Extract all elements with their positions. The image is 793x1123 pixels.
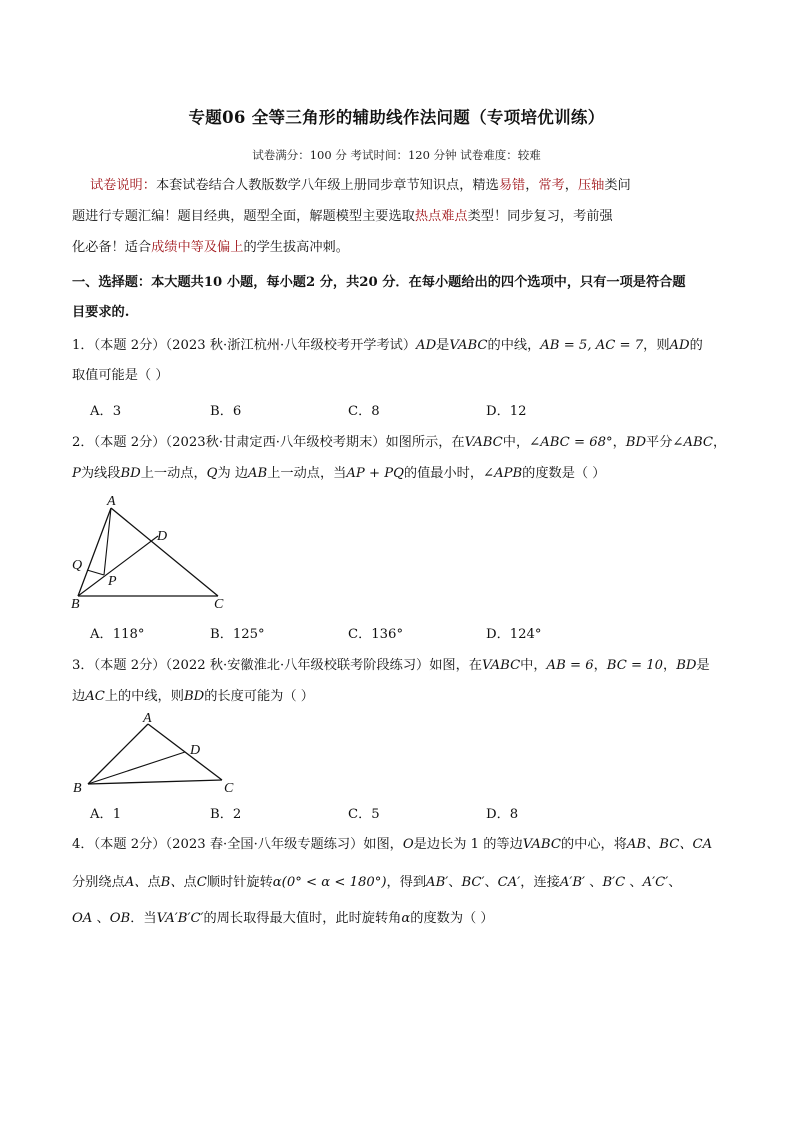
question-text: 是边长为 1 的等边	[413, 837, 523, 852]
math-expr: AB = 5, AC = 7	[540, 338, 644, 353]
question-text: 的长度可能为（ ）	[204, 689, 314, 704]
intro-text: 的学生拔高冲刺。	[243, 240, 349, 255]
intro-line-1	[90, 176, 631, 196]
math-expr: BD	[120, 466, 141, 481]
intro-highlight: 压轴	[577, 178, 605, 193]
question-text: 分别绕点	[72, 875, 125, 890]
question-3-figure	[66, 708, 246, 798]
question-text: 边	[72, 689, 86, 704]
math-expr: ∠ABC	[672, 435, 714, 450]
question-text: 顺时针旋转	[206, 875, 273, 890]
question-2-source: 2．（本题 2分）（2023秋·甘肃定西·八年级校考期末）如图所示，在	[72, 435, 465, 450]
question-text: 上一动点，	[140, 466, 207, 481]
math-expr: A′B′	[559, 875, 586, 890]
math-expr: C	[196, 875, 207, 890]
question-1-line-1	[72, 336, 703, 356]
question-text: 、	[668, 875, 682, 890]
math-expr: B′C	[602, 875, 626, 890]
question-text: 、	[625, 875, 643, 890]
math-expr: O	[402, 837, 414, 852]
intro-text: 类型！同步复习，考前强	[467, 209, 613, 224]
intro-text: ，	[525, 178, 539, 193]
math-expr: BD	[676, 658, 697, 673]
question-1-line-2: 取值可能是（ ）	[72, 368, 169, 383]
option-a[interactable]: A．1	[90, 807, 122, 822]
question-text: 、	[92, 911, 110, 926]
segment-ab	[88, 724, 148, 784]
math-expr: B、	[160, 875, 184, 890]
question-text: 的	[689, 338, 703, 353]
intro-line-2	[72, 207, 613, 227]
math-expr: AD	[416, 338, 437, 353]
intro-text: ，	[564, 178, 578, 193]
intro-highlight: 热点难点	[414, 209, 468, 224]
segment-ac	[111, 508, 218, 596]
question-text: 中，	[502, 435, 530, 450]
question-text: 点	[147, 875, 161, 890]
option-a[interactable]: A．3	[90, 404, 122, 419]
question-3-line-2	[72, 687, 314, 707]
option-c[interactable]: C．5	[348, 807, 380, 822]
question-text: 中，	[520, 658, 547, 673]
label-d: D	[190, 743, 201, 758]
math-expr: BC′	[461, 875, 485, 890]
option-d[interactable]: D．12	[486, 404, 527, 419]
question-text: ，	[663, 658, 677, 673]
question-text: 的度数是（ ）	[522, 466, 606, 481]
intro-highlight: 成绩中等及偏上	[151, 240, 244, 255]
question-text: 、	[448, 875, 462, 890]
intro-highlight: 常考	[538, 178, 565, 193]
option-b[interactable]: B．6	[210, 404, 242, 419]
math-expr: AP + PQ	[346, 466, 404, 481]
intro-label: 试卷说明：	[90, 178, 156, 193]
option-d[interactable]: D．8	[486, 807, 519, 822]
intro-text: 本套试卷结合人教版数学八年级上册同步章节知识点，精选	[155, 178, 499, 193]
question-text: ，连接	[520, 875, 560, 890]
math-expr: OA	[72, 911, 93, 926]
math-expr: ∠ABC = 68°	[529, 435, 613, 450]
label-c: C	[214, 597, 224, 612]
math-expr: P	[72, 466, 81, 481]
math-expr: VABC	[464, 435, 503, 450]
math-expr: ∠APB	[483, 466, 523, 481]
section-header-line-1: 一、选择题：本大题共10 小题，每小题2 分，共20 分．在每小题给出的四个选项中，只有一项是符合题	[72, 275, 686, 290]
question-text: 是	[436, 338, 450, 353]
math-expr: AB′	[426, 875, 449, 890]
math-expr: VA′B′C′	[156, 911, 204, 926]
question-text: 的周长取得最大值时，此时旋转角	[203, 911, 402, 926]
section-header-line-2: 目要求的.	[72, 305, 130, 320]
question-text: 、	[585, 875, 603, 890]
intro-line-3	[72, 238, 349, 258]
question-4-line-3	[72, 909, 494, 929]
exam-meta: 试卷满分：100 分 考试时间：120 分钟 试卷难度：较难	[252, 148, 541, 162]
intro-text: 类问	[604, 178, 631, 193]
question-text: 的中心，将	[560, 837, 627, 852]
math-expr: CA′	[497, 875, 521, 890]
question-4-line-2	[72, 873, 681, 893]
math-expr: VABC	[449, 338, 488, 353]
label-b: B	[71, 597, 80, 612]
label-q: Q	[72, 558, 83, 573]
math-expr: VABC	[522, 837, 561, 852]
segment-pq	[87, 570, 104, 575]
option-b[interactable]: B．2	[210, 807, 242, 822]
question-text: ，得到	[386, 875, 427, 890]
question-text: 的值最小时，	[403, 466, 484, 481]
math-expr: BD	[183, 689, 205, 704]
math-expr: α(0° < α < 180°)	[272, 875, 387, 890]
page-title: 专题06 全等三角形的辅助线作法问题（专项培优训练）	[188, 108, 605, 127]
question-text: 的中线，	[487, 338, 541, 353]
question-text: ，	[713, 435, 727, 450]
math-expr: VABC	[481, 658, 521, 673]
question-text: ，	[593, 658, 607, 673]
math-expr: BD	[625, 435, 647, 450]
math-expr: Q	[206, 466, 218, 481]
option-d[interactable]: D．124°	[486, 627, 542, 642]
question-text: 上的中线，则	[104, 689, 184, 704]
question-4-source: 4．（本题 2分）（2023 春·全国·八年级专题练习）如图，	[72, 837, 403, 852]
question-2-line-2	[72, 464, 605, 484]
intro-highlight: 易错	[498, 178, 526, 193]
question-text: 为 边	[217, 466, 249, 481]
math-expr: BC = 10	[606, 658, 664, 673]
intro-text: 题进行专题汇编！题目经典，题型全面，解题模型主要选取	[72, 209, 415, 224]
question-2-figure	[66, 490, 236, 612]
question-3-line-1	[72, 656, 710, 676]
option-b[interactable]: B．125°	[210, 627, 265, 642]
label-c: C	[224, 781, 234, 796]
question-text: 是	[696, 658, 710, 673]
segment-bc	[88, 780, 222, 784]
question-text: 点	[183, 875, 197, 890]
question-text: ，	[612, 435, 626, 450]
math-expr: AB、BC、CA	[626, 837, 713, 852]
math-expr: OB	[109, 911, 131, 926]
math-expr: A、	[124, 875, 148, 890]
label-d: D	[157, 529, 168, 544]
option-c[interactable]: C．136°	[348, 627, 404, 642]
question-4-line-1	[72, 835, 712, 855]
question-text: 为线段	[80, 466, 121, 481]
math-expr: α	[401, 911, 411, 926]
question-text: ．当	[130, 911, 157, 926]
math-expr: AB = 6	[546, 658, 594, 673]
question-text: ，则	[643, 338, 670, 353]
question-3-source: 3．（本题 2分）（2022 秋·安徽淮北·八年级校联考阶段练习）如图，在	[72, 658, 482, 673]
label-a: A	[107, 494, 116, 509]
question-text: 、	[484, 875, 498, 890]
label-a: A	[143, 711, 152, 726]
label-p: P	[108, 574, 117, 589]
question-text: 的度数为（ ）	[410, 911, 494, 926]
option-a[interactable]: A．118°	[90, 627, 145, 642]
segment-bd	[78, 536, 158, 596]
math-expr: A′C′	[642, 875, 669, 890]
question-text: 平分	[646, 435, 673, 450]
question-1-source: 1．（本题 2分）（2023 秋·浙江杭州·八年级校考开学考试）	[72, 338, 417, 353]
question-2-line-1	[72, 433, 726, 453]
math-expr: AB	[248, 466, 268, 481]
segment-bd	[88, 752, 185, 784]
math-expr: AC	[85, 689, 105, 704]
label-b: B	[73, 781, 82, 796]
math-expr: AD	[669, 338, 690, 353]
intro-text: 化必备！适合	[72, 240, 152, 255]
option-c[interactable]: C．8	[348, 404, 380, 419]
question-text: 上一动点，当	[267, 466, 347, 481]
